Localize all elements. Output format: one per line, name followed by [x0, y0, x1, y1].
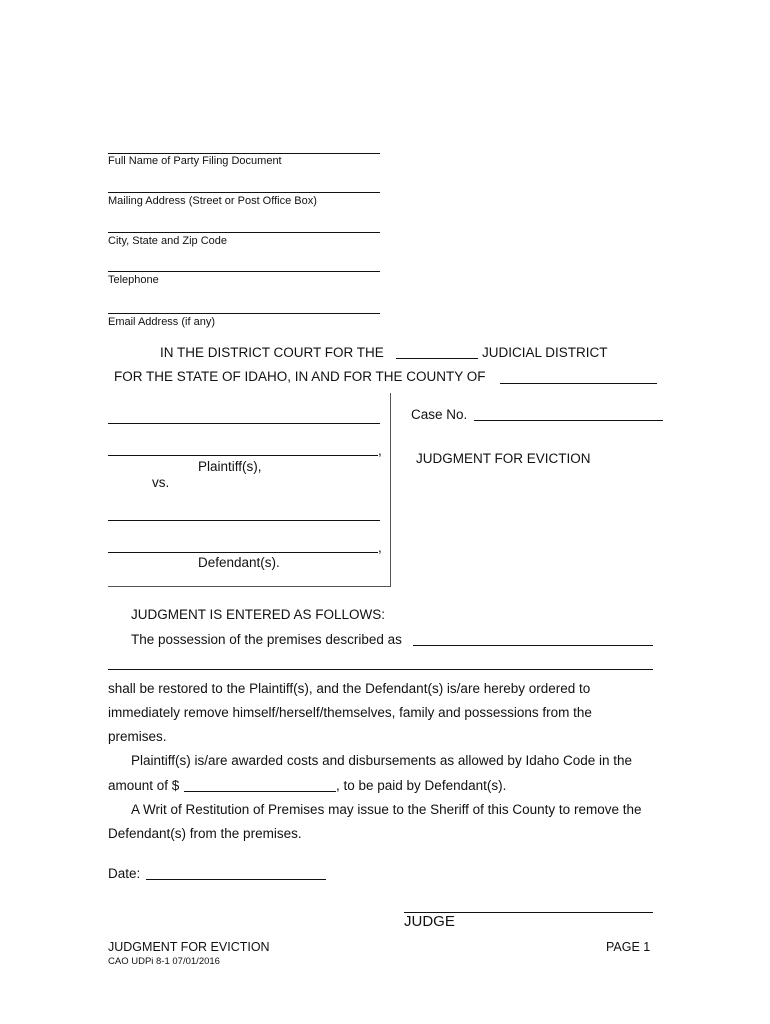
defendant-comma: ,: [378, 540, 382, 555]
possession-prefix: The possession of the premises described as: [131, 632, 402, 647]
premises-blank-1[interactable]: [413, 645, 653, 646]
court-line-1-prefix: IN THE DISTRICT COURT FOR THE: [160, 345, 384, 360]
judge-label: JUDGE: [404, 913, 455, 930]
vs-label: vs.: [152, 475, 170, 490]
judicial-district-blank[interactable]: [396, 358, 478, 359]
mailing-address-label: Mailing Address (Street or Post Office Box): [108, 195, 317, 207]
defendant-label: Defendant(s).: [198, 555, 280, 570]
full-name-label: Full Name of Party Filing Document: [108, 155, 282, 167]
plaintiff-line-2[interactable]: [108, 455, 378, 456]
case-no-blank[interactable]: [474, 420, 663, 421]
plaintiff-label: Plaintiff(s),: [198, 459, 262, 474]
plaintiff-line-1[interactable]: [108, 423, 380, 424]
writ-line: A Writ of Restitution of Premises may issue to the Sheriff of this County to remove the: [131, 802, 642, 817]
caption-divider-bottom: [108, 586, 390, 587]
case-no-label: Case No.: [411, 407, 468, 422]
defendant-line-1[interactable]: [108, 520, 380, 521]
city-state-zip-label: City, State and Zip Code: [108, 235, 228, 247]
amount-suffix: , to be paid by Defendant(s).: [336, 778, 507, 793]
writ-line-2: Defendant(s) from the premises.: [108, 826, 302, 841]
footer-page-number: PAGE 1: [606, 940, 651, 954]
caption-divider-vertical: [390, 393, 391, 587]
email-label: Email Address (if any): [108, 316, 215, 328]
date-blank[interactable]: [146, 879, 326, 880]
court-line-1-suffix: JUDICIAL DISTRICT: [482, 345, 608, 360]
footer-form-code: CAO UDPi 8-1 07/01/2016: [108, 956, 220, 967]
remove-line: immediately remove himself/herself/themselves, family and possessions from the: [108, 705, 592, 720]
mailing-address-line[interactable]: [108, 192, 380, 193]
county-blank[interactable]: [500, 383, 657, 384]
telephone-label: Telephone: [108, 274, 159, 286]
premises-line: premises.: [108, 729, 167, 744]
costs-line: Plaintiff(s) is/are awarded costs and disbursements as allowed by Idaho Code in the: [131, 753, 633, 768]
email-line[interactable]: [108, 313, 380, 314]
defendant-line-2[interactable]: [108, 552, 378, 553]
plaintiff-comma: ,: [378, 443, 382, 458]
premises-blank-2[interactable]: [108, 669, 653, 670]
footer-title: JUDGMENT FOR EVICTION: [108, 940, 270, 954]
judgment-heading: JUDGMENT IS ENTERED AS FOLLOWS:: [131, 607, 386, 622]
document-title: JUDGMENT FOR EVICTION: [416, 451, 591, 466]
city-state-zip-line[interactable]: [108, 232, 380, 233]
date-label: Date:: [108, 866, 141, 881]
amount-blank[interactable]: [184, 791, 336, 792]
court-line-2: FOR THE STATE OF IDAHO, IN AND FOR THE COUNTY OF: [114, 369, 486, 384]
telephone-line[interactable]: [108, 271, 380, 272]
restored-line: shall be restored to the Plaintiff(s), and the Defendant(s) is/are hereby ordered to: [108, 681, 591, 696]
full-name-line[interactable]: [108, 153, 380, 154]
amount-prefix: amount of $: [108, 778, 180, 793]
